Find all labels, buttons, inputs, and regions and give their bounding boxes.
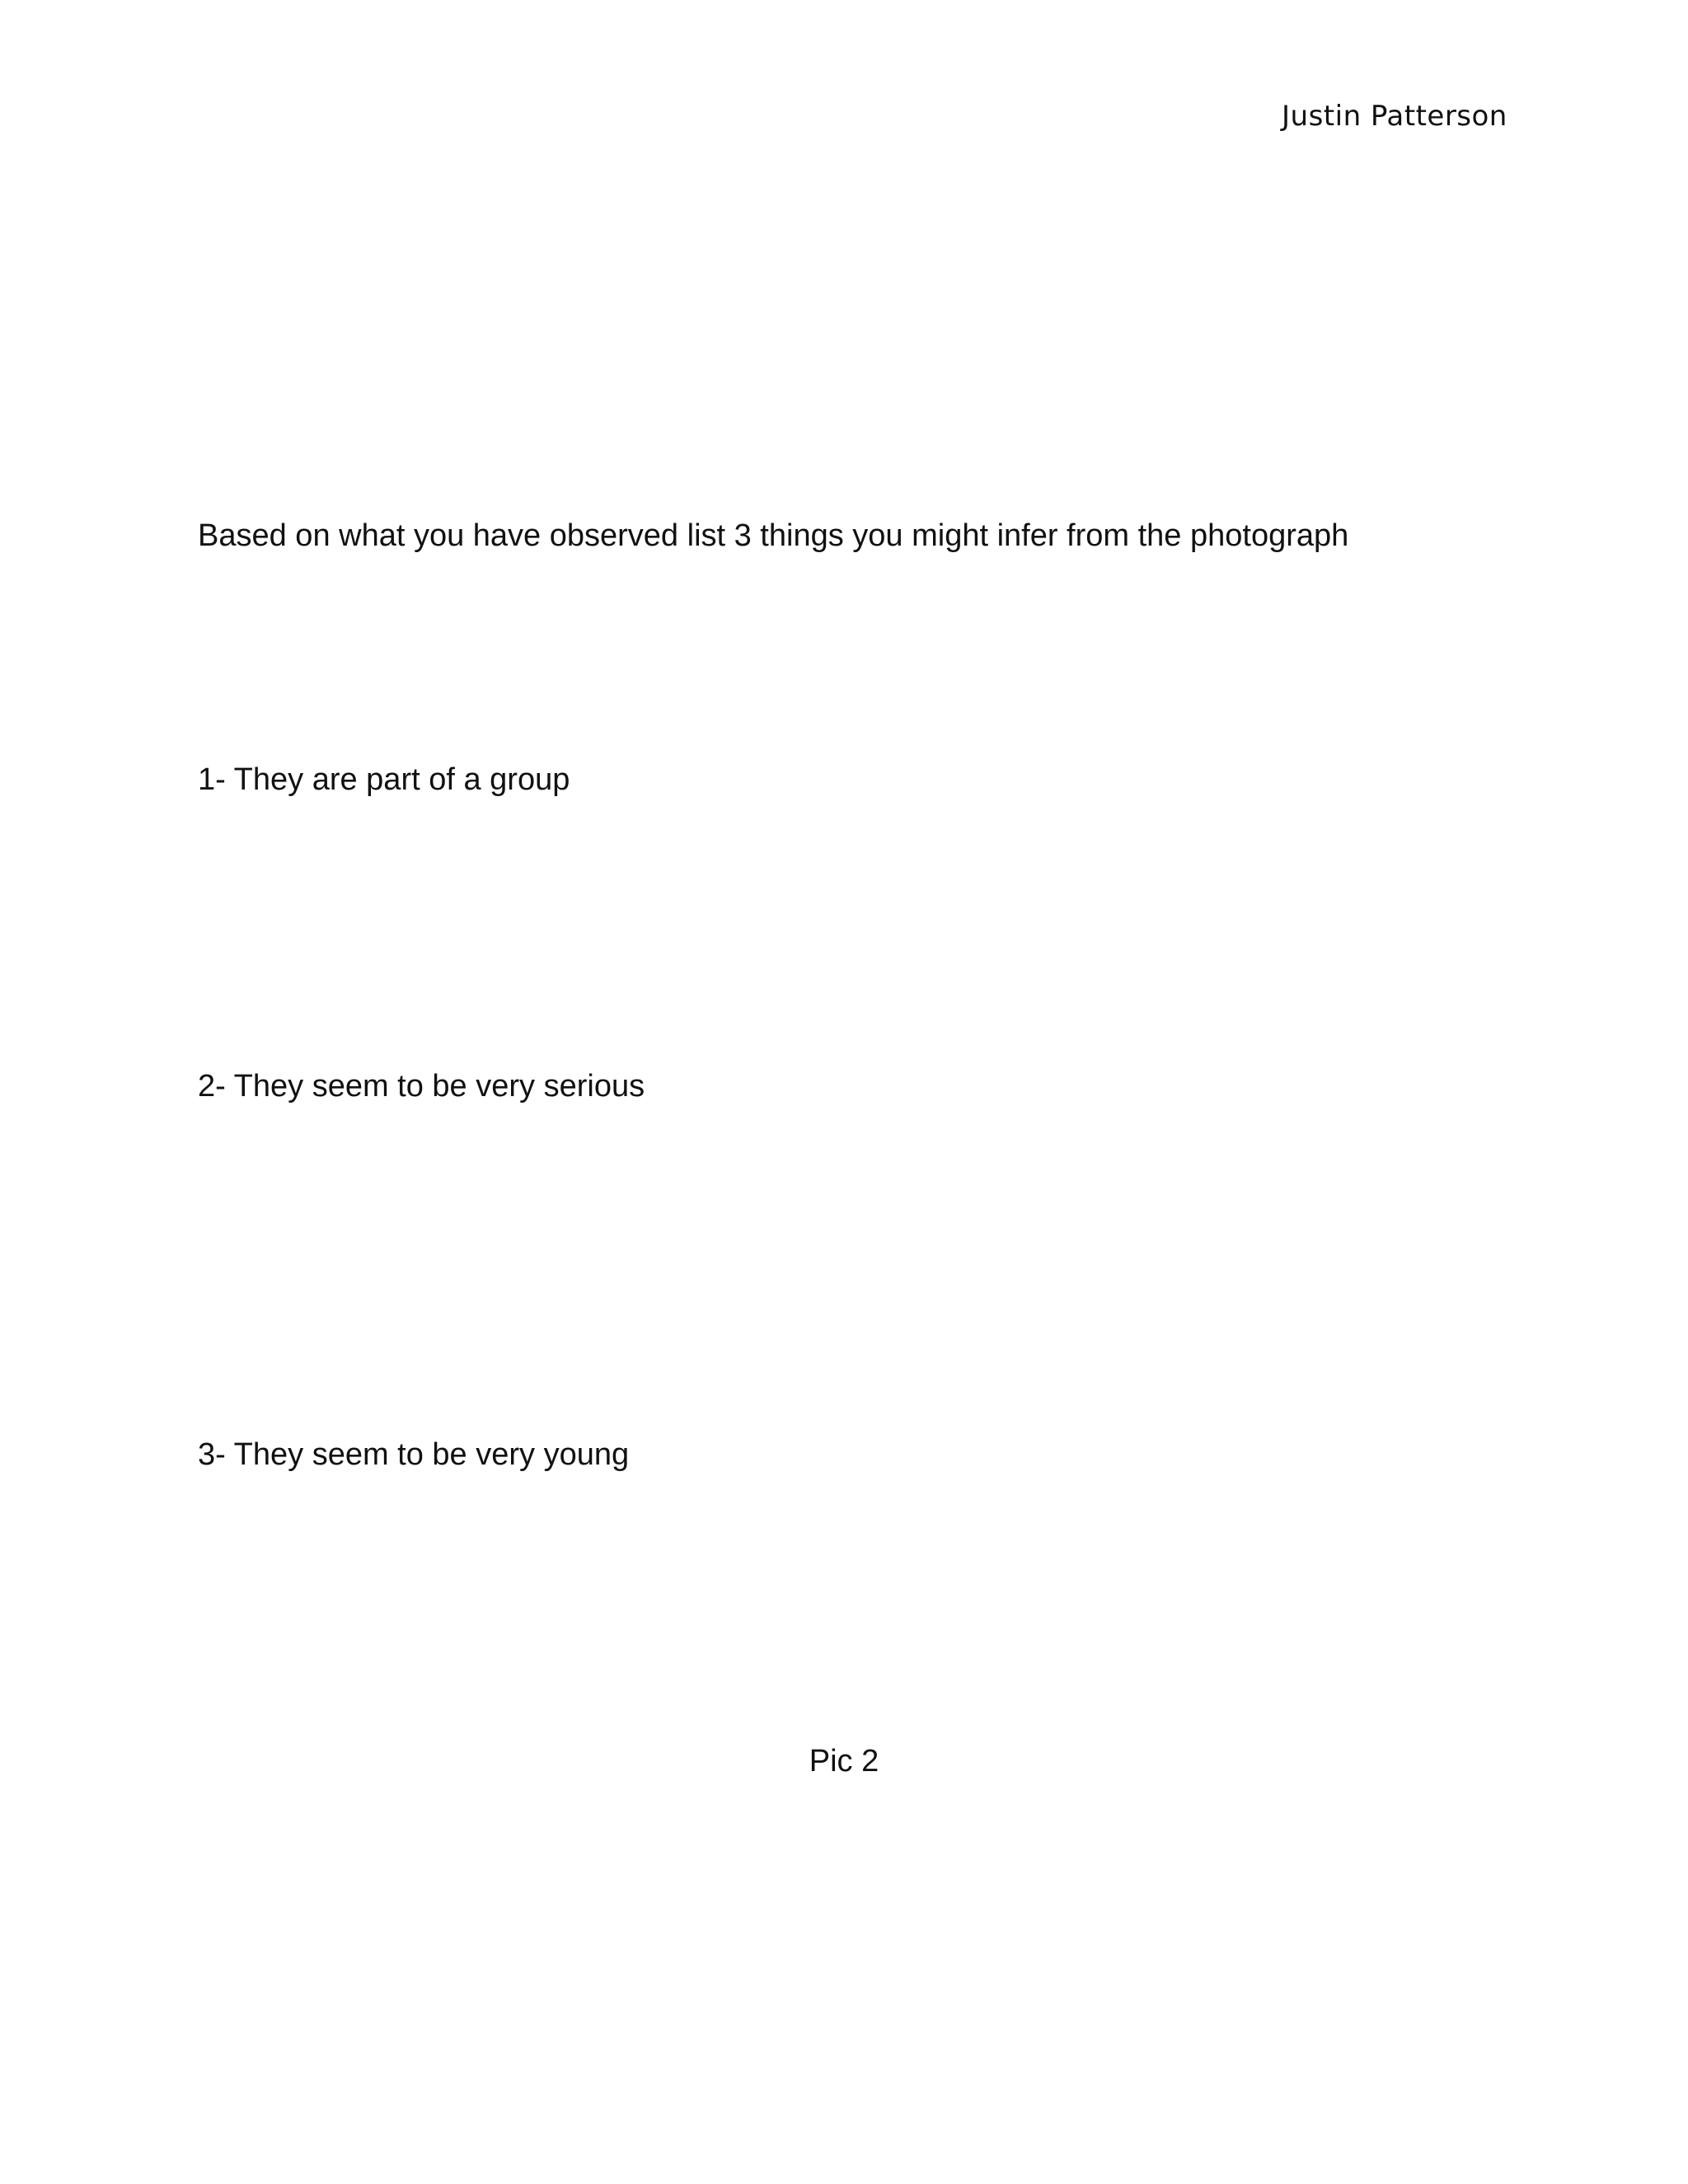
picture-caption: Pic 2: [809, 1744, 879, 1779]
answer-item-2: 2- They seem to be very serious: [198, 1069, 645, 1104]
question-prompt: Based on what you have observed list 3 things you might infer from the photograph: [198, 518, 1349, 553]
answer-item-1: 1- They are part of a group: [198, 762, 570, 797]
answer-item-3: 3- They seem to be very young: [198, 1437, 630, 1472]
author-name: Justin Patterson: [1282, 100, 1507, 133]
